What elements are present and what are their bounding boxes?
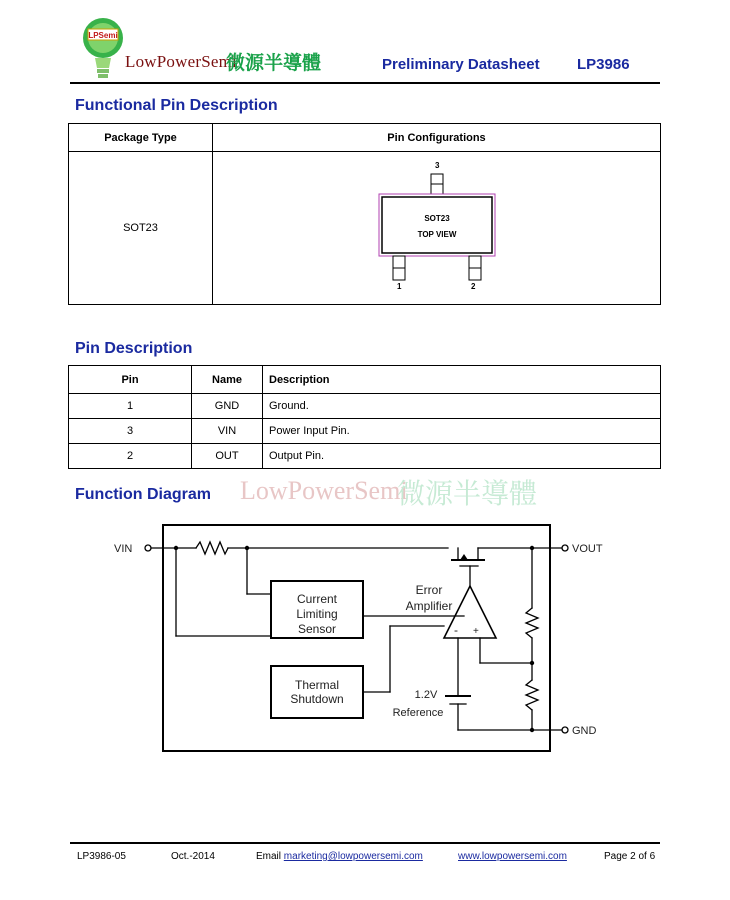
package-type-header: Package Type — [69, 124, 213, 152]
pin-table — [68, 365, 661, 469]
company-name-cn: 微源半導體 — [226, 52, 322, 74]
amp-label-1: Error — [415, 583, 443, 597]
pin-number: 1 — [69, 394, 192, 419]
pin-config-header: Pin Configurations — [213, 124, 661, 152]
amp-minus-label: - — [454, 623, 458, 637]
ref-voltage-label: 1.2V — [414, 689, 438, 701]
footer-doc-number: LP3986-05 — [77, 851, 126, 862]
footer-divider — [70, 842, 660, 844]
watermark-company-cn: 微源半導體 — [397, 477, 538, 510]
document-type: Preliminary Datasheet — [382, 56, 540, 73]
section-title-functional-pin: Functional Pin Description — [75, 97, 278, 114]
company-name: LowPowerSemi — [125, 52, 237, 71]
pin-label-1: 1 — [397, 282, 402, 291]
pin-number: 2 — [69, 444, 192, 469]
pin-desc: Power Input Pin. — [263, 419, 661, 444]
sensor-label-3: Sensor — [297, 622, 337, 636]
sensor-label-2: Limiting — [296, 607, 338, 621]
footer-date: Oct.-2014 — [171, 851, 215, 862]
pin-name: GND — [192, 394, 263, 419]
sensor-label-1: Current — [296, 592, 338, 606]
thermal-label-2: Shutdown — [290, 692, 344, 706]
pin-name: VIN — [192, 419, 263, 444]
pin-label-3: 3 — [435, 161, 440, 170]
package-type-value: SOT23 — [69, 152, 213, 305]
footer-email-label: Email — [256, 851, 282, 862]
amp-plus-label: + — [473, 626, 479, 637]
package-table — [68, 123, 661, 305]
top-view-label: TOP VIEW — [417, 230, 457, 239]
table-row — [69, 394, 661, 419]
function-block-diagram — [100, 520, 620, 760]
ref-label: Reference — [392, 707, 444, 719]
pin-config-cell — [213, 152, 661, 305]
logo-text: LPSemi — [88, 31, 118, 40]
pin-name: OUT — [192, 444, 263, 469]
part-number: LP3986 — [577, 56, 630, 73]
company-logo — [78, 16, 128, 82]
pin-desc: Output Pin. — [263, 444, 661, 469]
gnd-label: GND — [572, 725, 597, 737]
table-row — [69, 419, 661, 444]
name-col-header: Name — [192, 366, 263, 394]
table-row — [69, 444, 661, 469]
header-divider — [70, 82, 660, 84]
pin-label-2: 2 — [471, 282, 476, 291]
amp-label-2: Amplifier — [405, 599, 453, 613]
pin-desc: Ground. — [263, 394, 661, 419]
email-link[interactable]: marketing@lowpowersemi.com — [283, 851, 423, 862]
section-title-pin-description: Pin Description — [75, 340, 193, 357]
description-col-header: Description — [263, 366, 661, 394]
thermal-label-1: Thermal — [294, 678, 340, 692]
footer-page-number: Page 2 of 6 — [604, 851, 656, 862]
section-title-function-diagram: Function Diagram — [75, 486, 212, 503]
pin-col-header: Pin — [69, 366, 192, 394]
sot23-pinout-diagram — [213, 152, 653, 304]
footer-email — [256, 851, 423, 862]
watermark-company: LowPowerSemi — [240, 476, 408, 505]
pin-number: 3 — [69, 419, 192, 444]
vout-label: VOUT — [572, 543, 603, 555]
website-link[interactable]: www.lowpowersemi.com — [458, 851, 567, 862]
vin-label: VIN — [114, 543, 133, 555]
sot23-body-label: SOT23 — [424, 214, 450, 223]
